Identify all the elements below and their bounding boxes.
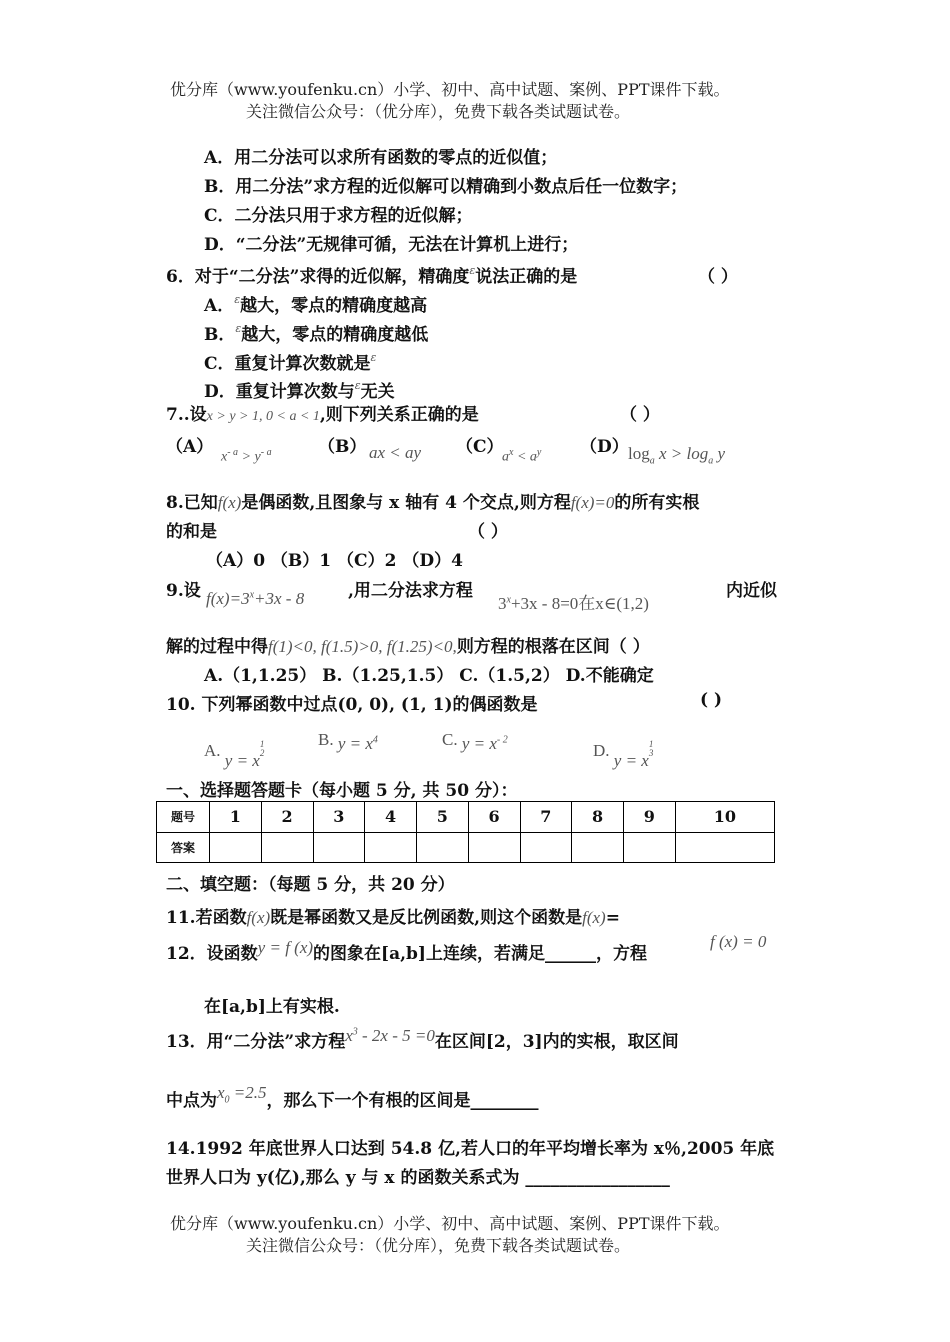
answer-card-number: 3 — [313, 802, 365, 833]
answer-cell[interactable] — [520, 832, 572, 863]
q9-options: A.（1,1.25） B.（1.25,1.5） C.（1.5,2） D.不能确定 — [204, 666, 654, 686]
q9-line-1: 9.设 — [166, 581, 201, 601]
q10-option-a: A. y = x1 2 — [204, 739, 265, 770]
q7-paren: （ ） — [620, 405, 660, 425]
q7-option-c-expr: $a^x < a^y$ — [502, 447, 542, 465]
q6-stem: 6．对于“二分法”求得的近似解，精确度$^\varepsilon$说法正确的是 — [166, 264, 578, 287]
q14-line-2: 世界人口为 y(亿),那么 y 与 x 的函数关系式为 _________________ — [166, 1168, 670, 1188]
q9-mid: ,用二分法求方程 — [348, 581, 473, 601]
answer-card-number: 2 — [261, 802, 313, 833]
answer-card-table — [156, 801, 775, 863]
answer-card-answer-row — [157, 832, 775, 863]
answer-cell[interactable] — [313, 832, 365, 863]
answer-cell[interactable] — [210, 832, 262, 863]
answer-cell[interactable] — [417, 832, 469, 863]
header-line-1: 优分库（www.youfenku.cn）小学、初中、高中试题、案例、PPT课件下载。 — [170, 80, 730, 99]
q10-d-exponent: 1 3 — [648, 739, 654, 758]
answer-cell[interactable] — [624, 832, 676, 863]
answer-card-title: 一、选择题答题卡（每小题 5 分, 共 50 分）： — [166, 781, 518, 801]
q7-option-d-label: （D） — [580, 437, 629, 457]
header-line-2: 关注微信公众号：（优分库），免费下载各类试题试卷。 — [246, 102, 631, 121]
q8-line-1: 8.已知f(x)是偶函数,且图象与 x 轴有 4 个交点,则方程f(x)=0的所有实根 — [166, 493, 700, 513]
fill-section-title: 二、填空题：（每题 5 分，共 20 分） — [166, 875, 455, 895]
q7-option-a-expr: $x^{- a} > y^{- a}$ — [221, 447, 272, 465]
q10-option-b: B. $y = x^4$ — [318, 730, 378, 753]
answer-card-number-row — [157, 802, 775, 833]
q10-stem: 10. 下列幂函数中过点(0, 0), (1, 1)的偶函数是 — [166, 695, 538, 715]
answer-card-number: 9 — [624, 802, 676, 833]
q6-option-a: A．$^\varepsilon$越大，零点的精确度越高 — [204, 293, 428, 316]
q9-line-2: 解的过程中得f(1)<0, f(1.5)>0, f(1.25)<0,则方程的根落在区间（ ） — [166, 637, 650, 657]
q5-option-a: A．用二分法可以求所有函数的零点的近似值； — [204, 148, 558, 168]
answer-card-number: 7 — [520, 802, 572, 833]
q10-a-exponent: 1 2 — [259, 739, 265, 758]
footer-line-1: 优分库（www.youfenku.cn）小学、初中、高中试题、案例、PPT课件下载。 — [170, 1214, 730, 1233]
footer-line-2: 关注微信公众号：（优分库），免费下载各类试题试卷。 — [246, 1236, 631, 1255]
q7-option-b-label: （B） — [318, 437, 367, 457]
answer-card-row-label: 答案 — [157, 832, 210, 863]
q13-line-2: 中点为$x_0 =2.5$，那么下一个有根的区间是________ — [166, 1083, 539, 1111]
q11: 11.若函数f(x)既是幂函数又是反比例函数,则这个函数是f(x)= — [166, 908, 620, 928]
q7-option-b-expr: ax < ay — [369, 443, 422, 462]
q8-paren: （ ） — [468, 522, 508, 542]
q7-option-d-expr: $\log_a x > \log_a y$ — [628, 444, 726, 467]
q8-line-2: 的和是 — [166, 522, 217, 542]
q6-option-b: B．$^\varepsilon$越大，零点的精确度越低 — [204, 322, 429, 345]
q7-option-c-label: （C） — [456, 437, 504, 457]
answer-cell[interactable] — [468, 832, 520, 863]
q6-option-c: C．重复计算次数就是$^\varepsilon$ — [204, 351, 377, 374]
q9-func: $f(x)=3^x+3x - 8$ — [206, 589, 305, 608]
q5-option-b: B．用二分法”求方程的近似解可以精确到小数点后任一位数字； — [204, 177, 688, 197]
answer-card-number: 4 — [365, 802, 417, 833]
answer-cell[interactable] — [675, 832, 774, 863]
q6-paren: （ ） — [698, 267, 738, 287]
answer-card-number: 5 — [417, 802, 469, 833]
q13-line-1: 13．用“二分法”求方程$x^3 - 2x - 5 =0$在区间[2，3]内的实根，取区间 — [166, 1026, 679, 1052]
q5-option-d: D．“二分法”无规律可循，无法在计算机上进行； — [204, 235, 579, 255]
q12-equation: f (x) = 0 — [710, 932, 767, 951]
q9-equation: $3^x+3x - 8=0$在x∈(1,2) — [498, 594, 649, 613]
answer-cell[interactable] — [261, 832, 313, 863]
answer-cell[interactable] — [572, 832, 624, 863]
q10-option-d: D. y = x1 3 — [593, 739, 654, 770]
q12-line-1: 12．设函数y = f (x)的图象在[a,b]上连续，若满足______，方程 — [166, 938, 647, 964]
answer-card-number: 8 — [572, 802, 624, 833]
q5-option-c: C．二分法只用于求方程的近似解； — [204, 206, 473, 226]
q9-post: 内近似 — [726, 581, 777, 601]
q12-line-2: 在[a,b]上有实根. — [204, 997, 340, 1017]
q7-stem: 7..设x > y > 1, 0 < a < 1,则下列关系正确的是 — [166, 405, 479, 425]
answer-card-number: 6 — [468, 802, 520, 833]
answer-card-row-label: 题号 — [157, 802, 210, 833]
q8-options: （A）0 （B）1 （C）2 （D）4 — [206, 551, 463, 571]
answer-cell[interactable] — [365, 832, 417, 863]
q6-option-d: D．重复计算次数与$^\varepsilon$无关 — [204, 379, 395, 402]
q14-line-1: 14.1992 年底世界人口达到 54.8 亿,若人口的年平均增长率为 x％,2005 年底 — [166, 1139, 775, 1159]
answer-card-number: 10 — [675, 802, 774, 833]
q10-paren: ( ) — [700, 690, 723, 710]
answer-card-number: 1 — [210, 802, 262, 833]
q7-option-a-label: （A） — [166, 437, 214, 457]
q10-option-c: C. $y = x^{- 2}$ — [442, 730, 508, 753]
